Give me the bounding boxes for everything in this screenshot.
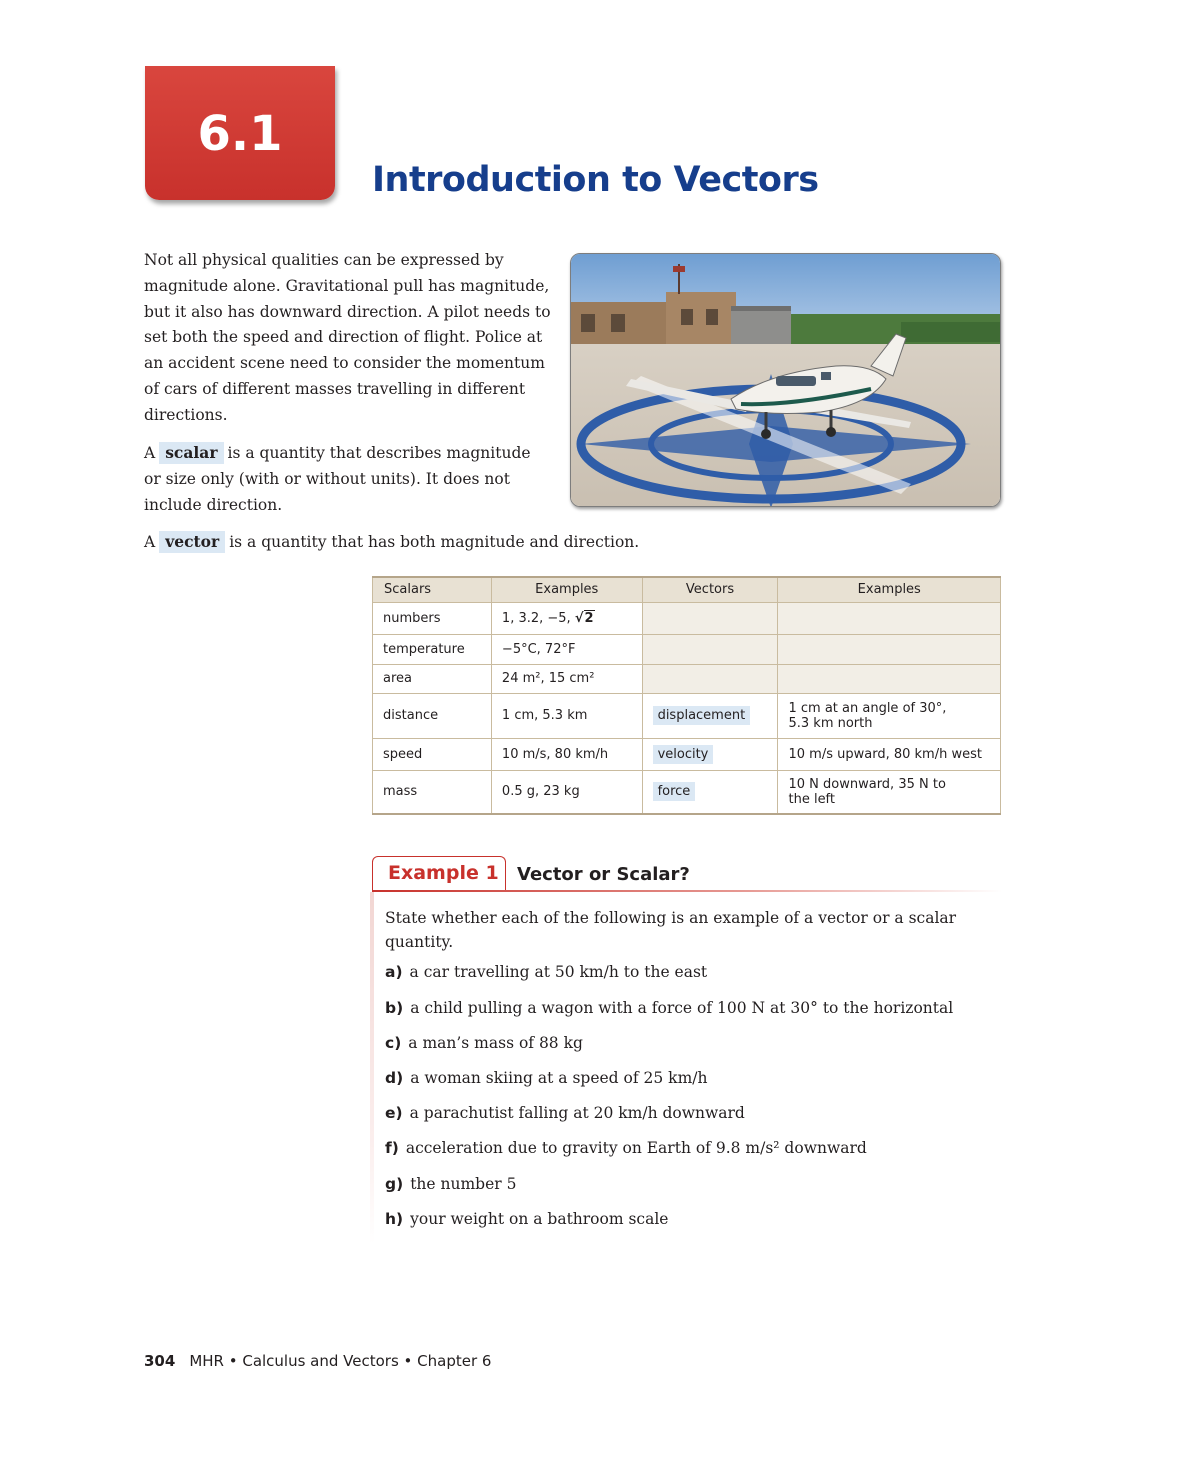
vector-term-cell: velocity — [653, 745, 714, 764]
cell-line: 10 N downward, 35 N to — [788, 776, 946, 792]
airplane-photo — [570, 253, 1001, 507]
example-part — [385, 1210, 668, 1228]
scalar-definition — [144, 441, 544, 518]
table-cell — [642, 664, 778, 693]
table-row — [373, 738, 1001, 770]
table-cell: area — [373, 664, 492, 693]
example-part — [385, 963, 707, 981]
table-cell: 24 m², 15 cm² — [491, 664, 642, 693]
vector-term-cell: force — [653, 782, 696, 801]
table-cell — [778, 664, 1001, 693]
example-tab: Example 1 — [372, 856, 506, 892]
vector-definition — [144, 530, 744, 556]
table-cell: 10 m/s upward, 80 km/h west — [778, 738, 1001, 770]
table-cell: 0.5 g, 23 kg — [491, 770, 642, 814]
part-label: d) — [385, 1069, 404, 1087]
table-header: Scalars — [373, 577, 492, 602]
table-cell: mass — [373, 770, 492, 814]
radicand: 2 — [584, 610, 594, 626]
table-header: Vectors — [642, 577, 778, 602]
part-label: e) — [385, 1104, 403, 1122]
scalar-prefix: A — [144, 444, 156, 462]
scalar-definition-text: is a quantity that describes magnitude or size only (with or without units). It does not include direction. — [144, 444, 531, 514]
table-cell — [642, 738, 778, 770]
example-side-bar — [370, 892, 374, 1244]
part-text: a child pulling a wagon with a force of 100 N at 30° to the horizontal — [410, 999, 954, 1017]
table-row — [373, 664, 1001, 693]
table-cell: 1 cm, 5.3 km — [491, 693, 642, 738]
example-rule — [372, 890, 1002, 892]
vector-definition-text: is a quantity that has both magnitude and direction. — [229, 533, 640, 551]
example-instructions: State whether each of the following is an example of a vector or a scalar quantity. — [385, 909, 957, 951]
table-cell: temperature — [373, 634, 492, 664]
example-title: Vector or Scalar? — [517, 864, 690, 885]
vector-prefix: A — [144, 533, 156, 551]
table-cell — [778, 693, 1001, 738]
table-cell: −5°C, 72°F — [491, 634, 642, 664]
table-row — [373, 770, 1001, 814]
table-cell — [642, 634, 778, 664]
table-row — [373, 602, 1001, 634]
part-text: the number 5 — [410, 1175, 517, 1193]
vector-term-cell: displacement — [653, 706, 751, 725]
part-text: a parachutist falling at 20 km/h downward — [409, 1104, 745, 1122]
part-text: acceleration due to gravity on Earth of 9.8 m/s² downward — [405, 1139, 867, 1157]
table-cell: numbers — [373, 602, 492, 634]
table-cell — [642, 770, 778, 814]
part-label: h) — [385, 1210, 404, 1228]
scalar-term: scalar — [159, 442, 223, 464]
table-cell — [642, 602, 778, 634]
table-header-row — [373, 577, 1001, 602]
page-number: 304 — [144, 1352, 176, 1370]
table-cell: distance — [373, 693, 492, 738]
page-footer — [144, 1352, 491, 1370]
square-root: √2 — [574, 610, 594, 626]
intro-paragraph: Not all physical qualities can be expressed by magnitude alone. Gravitational pull has magnitude, but it also has downward direction. A pilot needs to set both the speed and direction of flight. Police at an accident scene need to consider the momentum of cars of different masses travelling in different directions. — [144, 251, 551, 424]
table-cell: 10 m/s, 80 km/h — [491, 738, 642, 770]
scalars-vectors-table — [372, 576, 1001, 815]
part-label: f) — [385, 1139, 399, 1157]
section-number: 6.1 — [197, 106, 283, 162]
part-text: a woman skiing at a speed of 25 km/h — [410, 1069, 708, 1087]
example-part — [385, 1104, 745, 1122]
cell-line: the left — [788, 791, 836, 807]
example-part — [385, 1175, 516, 1193]
part-text: a car travelling at 50 km/h to the east — [409, 963, 708, 981]
table-row — [373, 693, 1001, 738]
cell-line: 5.3 km north — [788, 715, 873, 731]
example-part — [385, 1069, 707, 1087]
cell-text: 1, 3.2, −5, — [501, 610, 571, 626]
part-text: a man’s mass of 88 kg — [408, 1034, 583, 1052]
table-cell — [778, 770, 1001, 814]
vector-term: vector — [159, 531, 225, 553]
table-header: Examples — [491, 577, 642, 602]
section-number-tab — [145, 66, 335, 200]
table-cell — [491, 602, 642, 634]
footer-text: MHR • Calculus and Vectors • Chapter 6 — [189, 1352, 492, 1370]
table-cell — [778, 634, 1001, 664]
part-text: your weight on a bathroom scale — [410, 1210, 669, 1228]
table-cell — [642, 693, 778, 738]
cell-line: 1 cm at an angle of 30°, — [788, 700, 947, 716]
part-label: b) — [385, 999, 404, 1017]
part-label: a) — [385, 963, 403, 981]
example-part — [385, 1139, 867, 1157]
table-cell — [778, 602, 1001, 634]
example-part — [385, 999, 953, 1017]
table-header: Examples — [778, 577, 1001, 602]
part-label: c) — [385, 1034, 402, 1052]
table-cell: speed — [373, 738, 492, 770]
table-row — [373, 634, 1001, 664]
example-header — [372, 856, 1002, 892]
example-part — [385, 1034, 583, 1052]
section-title: Introduction to Vectors — [372, 160, 819, 200]
part-label: g) — [385, 1175, 404, 1193]
